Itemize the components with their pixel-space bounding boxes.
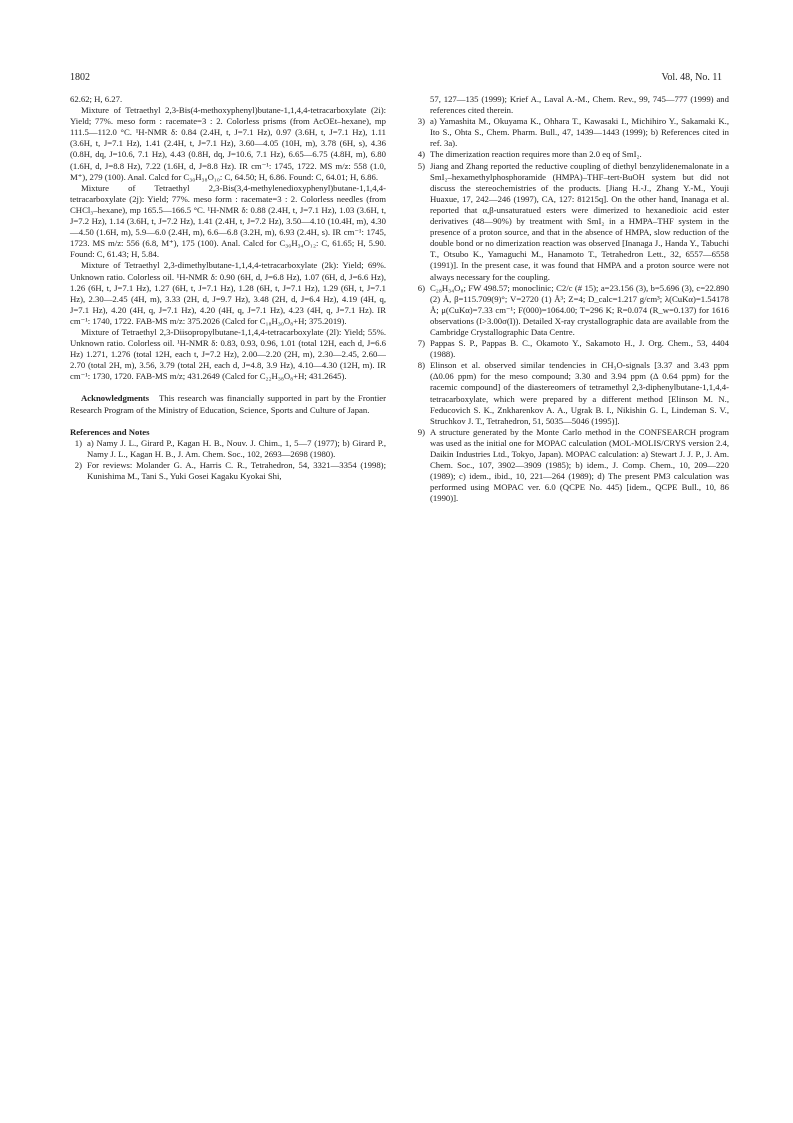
acknowledgments-text: This research was financially supported in part by the Frontier Research Program of the Ministry of Education, Science, Sports and Culture of Japan. xyxy=(70,393,386,415)
reference-number: 9) xyxy=(417,426,425,437)
reference-item xyxy=(70,460,386,482)
paragraph-compound-2k: Mixture of Tetraethyl 2,3-dimethylbutane-1,1,4,4-tetracarboxylate (2k): Yield; 69%. Unknown ratio. Colorless oil. ¹H-NMR δ: 0.90 (6H, d, J=6.8 Hz), 1.07 (6H, d, J=6.6 Hz), 1.26 (6H, t, J=7.1 Hz), 1.27 (6H, t, J=7.1 Hz), 1.28 (6H, t, J=7.1 Hz), 1.29 (6H, t, J=7.1 Hz), 2.30—2.45 (4H, m), 3.33 (2H, d, J=9.7 Hz), 3.48 (2H, d, J=6.4 Hz), 4.19 (4H, q, J=7.1 Hz), 4.20 (4H, q, J=7.1 Hz), 4.20 (4H, q, J=7.1 Hz), 4.23 (4H, q, J=7.1 Hz). IR cm⁻¹: 1740, 1722. FAB-MS m/z: 375.2026 (Calcd for C₁₈H₃₀O₈+H; 375.2019). xyxy=(70,260,386,326)
reference-text: The dimerization reaction requires more than 2.0 eq of SmI₂. xyxy=(430,149,642,160)
reference-text: A structure generated by the Monte Carlo method in the CONFSEARCH program was used as the initial one for MOPAC calculation (MOL-MOLIS/CRYS version 2.4, Daikin Industries Ltd., Tokyo, Japan). MOPAC calculation: a) Stewart J. J. P., J. Am. Chem. Soc., 107, 3902—3909 (1985); b) idem., J. Comp. Chem., 10, 209—220 (1989); c) idem., ibid., 10, 221—264 (1989); d) The present PM3 calculation was performed using MOPAC ver. 6.0 (QCPE No. 445) [idem., QCPE Bull., 10, 86 (1990)]. xyxy=(430,426,729,504)
acknowledgments-heading: Acknowledgments xyxy=(81,393,150,404)
reference-item xyxy=(413,283,729,338)
reference-number: 3) xyxy=(417,116,425,127)
reference-item xyxy=(70,438,386,460)
reference-number: 1) xyxy=(74,437,82,448)
reference-number: 6) xyxy=(417,282,425,293)
reference-text: C₂₈H₃₄O₈; FW 498.57; monoclinic; C2/c (# 15); a=23.156 (3), b=5.696 (3), c=22.890 (2) Å, β=115.709(9)°; V=2720 (1) Å³; Z=4; D_calc=1.217 g/cm³; λ(CuKα)=1.54178 Å; μ(CuKα)=7.33 cm⁻¹; F(000)=1064.00; T=296 K; R=0.074 (R_w=0.137) for 1616 observations (I>3.00σ(I)). Detailed X-ray crystallographic data are available from the Cambridge Crystallographic Data Centre. xyxy=(430,282,729,337)
acknowledgments xyxy=(70,393,386,415)
page-header xyxy=(70,72,722,86)
right-column xyxy=(413,94,729,504)
reference-continuation: 57, 127—135 (1999); Krief A., Laval A.-M., Chem. Rev., 99, 745—777 (1999) and references cited therein. xyxy=(430,94,729,116)
paragraph-compound-2i: Mixture of Tetraethyl 2,3-Bis(4-methoxyphenyl)butane-1,1,4,4-tetracarboxylate (2i): Yield; 77%. meso form : racemate=3 : 2. Colorless prisms (from AcOEt–hexane), mp 111.5—112.0 °C. ¹H-NMR δ: 0.84 (2.4H, t, J=7.1 Hz), 0.97 (3.6H, t, J=7.1 Hz), 1.11 (3.6H, t, J=7.1 Hz), 1.41 (2.4H, t, J=7.1 Hz), 3.60—4.05 (10H, m), 3.78 (6H, s), 4.36 (0.8H, dq, J=10.6, 7.1 Hz), 4.43 (0.8H, dq, J=10.6, 7.1 Hz), 6.65—6.75 (4.8H, m), 6.80 (1.6H, d, J=8.8 Hz), 7.22 (1.6H, d, J=8.8 Hz). IR cm⁻¹: 1745, 1722. MS m/z: 558 (1.0, M⁺), 279 (100). Anal. Calcd for C₃₀H₃₈O₁₀: C, 64.50; H, 6.86. Found: C, 64.01; H, 6.86. xyxy=(70,105,386,182)
paragraph-compound-2l: Mixture of Tetraethyl 2,3-Diisopropylbutane-1,1,4,4-tetracarboxylate (2l): Yield; 55%. Unknown ratio. Colorless oil. ¹H-NMR δ: 0.83, 0.93, 0.96, 1.01 (total 12H, each d, J=6.6 Hz) 1.271, 1.276 (total 12H, each t, J=7.2 Hz), 2.00—2.20 (2H, m), 2.30—2.45, 2.60—2.70 (total 2H, m), 3.56, 3.79 (total 2H, each d, J=4.8, 3.9 Hz), 4.10—4.30 (12H, m). IR cm⁻¹: 1730, 1720. FAB-MS m/z; 431.2649 (Calcd for C₂₂H₃₈O₈+H; 431.2645). xyxy=(70,326,386,382)
reference-number: 7) xyxy=(417,338,425,349)
reference-item xyxy=(413,149,729,160)
reference-text: Jiang and Zhang reported the reductive coupling of diethyl benzylidenemalonate in a SmI₂–hexamethylphosphoramide (HMPA)–THF–tert-BuOH system but did not discuss the stereochemistries of the products. [Jiang H.-J., Zhang Y.-M., Youji Huaxue, 17, 242—246 (1997), CA, 127: 81215q]. On the other hand, Inanaga et al. reported that α,β-unsaturatued esters were dimerized to hexanedioic acid ester derivatives (48—90%) by treatment with SmI₂ in a HMPA–THF system in the presence of a proton source, and that in the absence of HMPA, slow reduction of the double bond or no dimerization reaction was observed [Inanaga J., Handa Y., Tabuchi T., Otsubo K., Yamaguchi M., Hanamoto T., Tetrahedron Lett., 32, 6557—6558 (1991)]. In the present case, it was found that HMPA and a proton source were not always necessary for the coupling. xyxy=(430,160,729,282)
reference-number: 4) xyxy=(417,149,425,160)
left-column xyxy=(70,94,386,482)
reference-item xyxy=(413,161,729,283)
paragraph-analysis-end: 62.62; H, 6.27. xyxy=(70,94,123,104)
reference-text: For reviews: Molander G. A., Harris C. R., Tetrahedron, 54, 3321—3354 (1998); Kunishima M., Tani S., Yuki Gosei Kagaku Kyokai Shi, xyxy=(87,459,386,481)
reference-number: 5) xyxy=(417,160,425,171)
reference-text: a) Namy J. L., Girard P., Kagan H. B., Nouv. J. Chim., 1, 5—7 (1977); b) Girard P., Namy J. L., Kagan H. B., J. Am. Chem. Soc., 102, 2693—2698 (1980). xyxy=(87,437,386,459)
page-number: 1802 xyxy=(70,72,90,83)
reference-item xyxy=(413,427,729,505)
volume-issue: Vol. 48, No. 11 xyxy=(661,72,722,83)
reference-number: 2) xyxy=(74,459,82,470)
reference-text: a) Yamashita M., Okuyama K., Ohhara T., Kawasaki I., Michihiro Y., Sakamaki K., Ito S., Ohta S., Chem. Pharm. Bull., 47, 1439—1443 (1999); b) References cited in ref. 3a). xyxy=(430,116,729,149)
reference-item xyxy=(413,360,729,427)
reference-text: Elinson et al. observed similar tendencies in CH₃O-signals [3.37 and 3.43 ppm (Δ0.06 ppm) for the meso compound; 3.30 and 3.94 ppm (Δ 0.64 ppm) for the racemic compound] of the diastereomers of tetramethyl 2,3-diphenylbutane-1,1,4,4-tetracarboxylate, which were prepared by a different method [Elinson M. N., Feducovich S. K., Znkharenkov A. A., Ugrak B. I., Nikishin G. I., Lindeman S. V., Struchkov J. T., Tetrahedron, 51, 5035—5046 (1995)]. xyxy=(430,360,729,426)
reference-text: Pappas S. P., Pappas B. C., Okamoto Y., Sakamoto H., J. Org. Chem., 53, 4404 (1988). xyxy=(430,338,729,360)
reference-number: 8) xyxy=(417,360,425,371)
reference-item xyxy=(413,116,729,149)
references-heading: References and Notes xyxy=(70,426,150,437)
paragraph-compound-2j: Mixture of Tetraethyl 2,3-Bis(3,4-methylenedioxyphenyl)butane-1,1,4,4-tetracarboxylate (2j): Yield; 77%. meso form : racemate=3 : 2. Colorless needles (from CHCl₃–hexane), mp 165.5—166.5 °C. ¹H-NMR δ: 0.88 (2.4H, t, J=7.1 Hz), 1.03 (3.6H, t, J=7.2 Hz), 1.14 (3.6H, t, J=7.2 Hz), 1.41 (2.4H, t, J=7.2 Hz), 3.50—4.10 (10.4H, m), 4.30—4.50 (1.6H, m), 5.9—6.0 (2.4H, m), 6.6—6.8 (3.2H, m), 6.93 (2.4H, s). IR cm⁻¹: 1745, 1723. MS m/z: 556 (6.8, M⁺), 175 (100). Anal. Calcd for C₃₀H₃₄O₁₂: C, 61.65; H, 5.90. Found: C, 61.43; H, 5.84. xyxy=(70,182,386,260)
reference-item xyxy=(413,338,729,360)
